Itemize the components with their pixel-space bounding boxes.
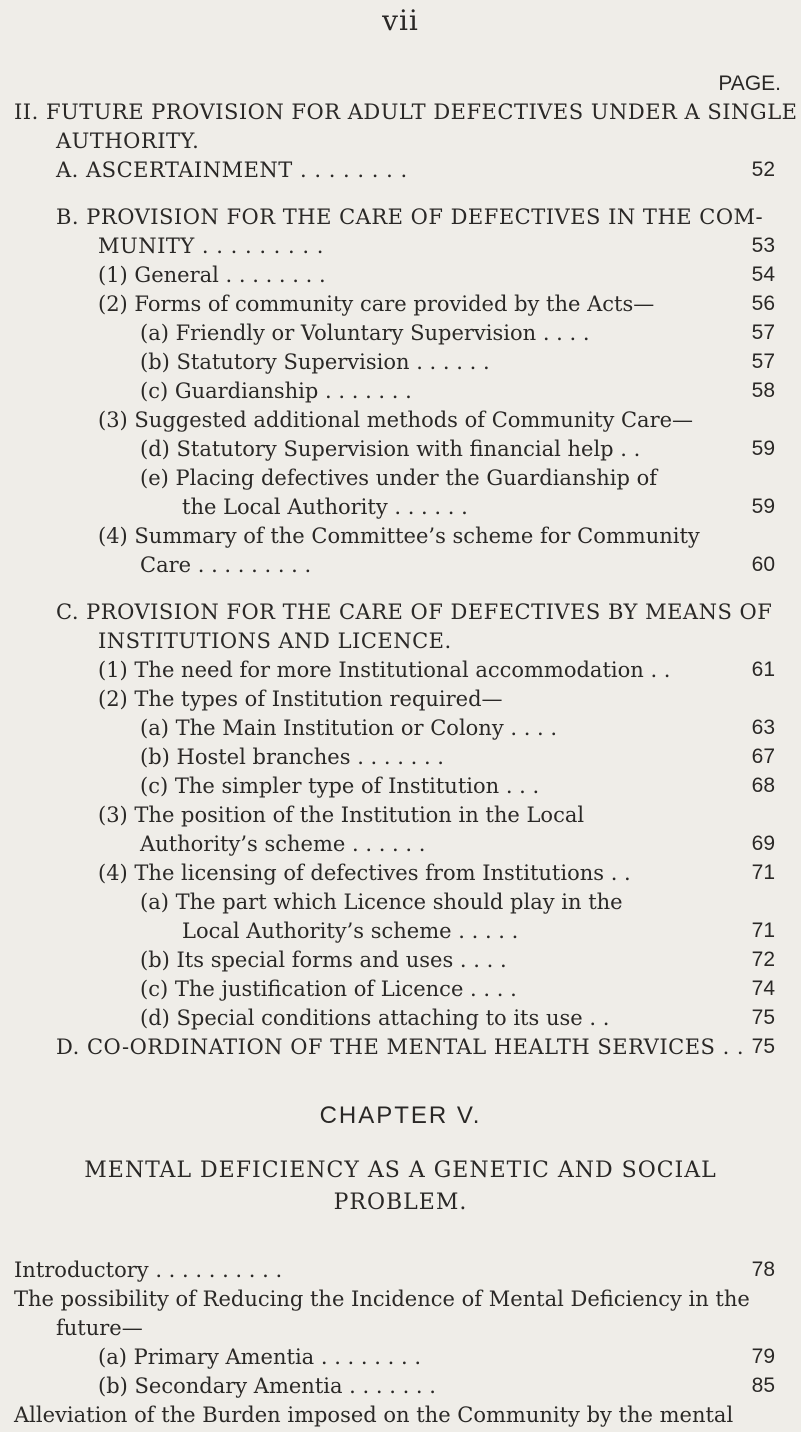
toc-entry-page: 71 [751,861,775,884]
toc-entry-title: (3) Suggested additional methods of Community Care— [98,408,694,432]
toc-entry-title: Local Authority’s scheme . . . . . [182,919,519,943]
toc-entry [0,1033,801,1061]
toc-entry [0,1256,801,1284]
toc-entry [0,127,801,155]
toc-entry [0,598,801,626]
toc-entry [0,156,801,184]
toc-entry-page: 59 [751,437,775,460]
toc-entry-title: (e) Placing defectives under the Guardianship of [140,466,658,490]
chapter-heading-line: PROBLEM. [333,1190,468,1215]
toc-entry-title: (3) The position of the Institution in the Local [98,803,585,827]
toc-entry-title: (d) Special conditions attaching to its use . . [140,1006,610,1030]
toc-entry-page: 68 [751,774,775,797]
toc-entry-title: A. ASCERTAINMENT . . . . . . . . [56,158,408,182]
toc-entry-title: the Local Authority . . . . . . [182,495,468,519]
toc-entry-page: 72 [751,948,775,971]
toc-entry-title: II. FUTURE PROVISION FOR ADULT DEFECTIVES UNDER A SINGLE [14,100,798,124]
toc-entry-title: (a) The part which Licence should play in the [140,890,623,914]
toc-entry-title: (b) Its special forms and uses . . . . [140,948,507,972]
page-column-label: PAGE. [718,72,781,95]
toc-entry [0,627,801,655]
toc-entry-title: (c) Guardianship . . . . . . . [140,379,412,403]
toc-entry-page: 52 [751,158,775,181]
toc-entry-title: B. PROVISION FOR THE CARE OF DEFECTIVES IN THE COM- [56,205,764,229]
toc-entry-page: 79 [751,1345,775,1368]
toc-entry-page: 53 [751,234,775,257]
toc-entry-page: 74 [751,977,775,1000]
toc-entry-page: 71 [751,919,775,942]
toc-entry-page: 57 [751,321,775,344]
toc-entry [0,656,801,684]
toc-entry-title: (b) Secondary Amentia . . . . . . . [98,1374,436,1398]
toc-entry [0,551,801,579]
toc-entry-title: (c) The simpler type of Institution . . . [140,774,540,798]
toc-entry-title: INSTITUTIONS AND LICENCE. [98,629,452,653]
toc-entry [0,348,801,376]
toc-entry [0,1004,801,1032]
toc-entry [0,435,801,463]
toc-entry [0,493,801,521]
toc-entry-title: (4) Summary of the Committee’s scheme for Community [98,524,700,548]
toc-entry [0,1314,801,1342]
toc-entry-page: 63 [751,716,775,739]
toc-entry [0,1372,801,1400]
toc-entry [0,975,801,1003]
chapter-heading-line: MENTAL DEFICIENCY AS A GENETIC AND SOCIAL [84,1158,717,1183]
toc-entry-page: 85 [751,1374,775,1397]
toc-entry-title: (1) General . . . . . . . . [98,263,326,287]
toc-entry [0,232,801,260]
toc-entry [0,772,801,800]
toc-entry [0,406,801,434]
toc-entry-page: 58 [751,379,775,402]
page-numeral: vii [382,4,419,37]
toc-entry [0,801,801,829]
toc-entry-page: 60 [751,553,775,576]
toc-entry-title: Introductory . . . . . . . . . . [14,1258,283,1282]
toc-entry [0,290,801,318]
toc-entry-page: 78 [751,1258,775,1281]
toc-entry [0,917,801,945]
toc-entry-page: 59 [751,495,775,518]
toc-entry-title: future— [56,1316,143,1340]
toc-entry-title: (a) Friendly or Voluntary Supervision . . . . [140,321,590,345]
toc-entry [0,464,801,492]
toc-entry-title: AUTHORITY. [56,129,200,153]
toc-entry [0,522,801,550]
toc-entry-title: (d) Statutory Supervision with financial help . . [140,437,641,461]
toc-entry [0,685,801,713]
toc-entry-page: 54 [751,263,775,286]
toc-entry-title: D. CO-ORDINATION OF THE MENTAL HEALTH SERVICES . . [56,1035,745,1059]
toc-entry-title: (2) Forms of community care provided by the Acts— [98,292,655,316]
toc-entry-page: 57 [751,350,775,373]
toc-entry-page: 67 [751,745,775,768]
toc-entry-title: (1) The need for more Institutional accommodation . . [98,658,671,682]
toc-entry-page: 56 [751,292,775,315]
toc-entry-title: Alleviation of the Burden imposed on the Community by the mental [14,1403,734,1427]
toc-entry [0,1343,801,1371]
toc-entry [0,319,801,347]
toc-entry [0,1285,801,1313]
toc-entry [0,859,801,887]
toc-entry-title: (b) Hostel branches . . . . . . . [140,745,444,769]
toc-entry-title: (2) The types of Institution required— [98,687,503,711]
toc-entry [0,743,801,771]
toc-entry [0,888,801,916]
toc-entry-title: MUNITY . . . . . . . . . [98,234,324,258]
toc-entry-title: (4) The licensing of defectives from Institutions . . [98,861,631,885]
toc-entry-title: Care . . . . . . . . . [140,553,312,577]
toc-entry-title: (c) The justification of Licence . . . . [140,977,517,1001]
chapter-title: CHAPTER V. [319,1102,482,1129]
toc-entry [0,377,801,405]
toc-entry [0,261,801,289]
toc-entry [0,714,801,742]
toc-entry-page: 61 [751,658,775,681]
toc-entry [0,830,801,858]
toc-entry-title: C. PROVISION FOR THE CARE OF DEFECTIVES BY MEANS OF [56,600,773,624]
toc-entry-title: The possibility of Reducing the Incidence of Mental Deficiency in the [14,1287,750,1311]
toc-entry-page: 75 [751,1035,775,1058]
toc-entry [0,98,801,126]
toc-entry-title: (b) Statutory Supervision . . . . . . [140,350,490,374]
toc-entry-page: 69 [751,832,775,855]
toc-entry [0,203,801,231]
toc-entry [0,1401,801,1429]
toc-entry [0,946,801,974]
toc-entry-title: (a) Primary Amentia . . . . . . . . [98,1345,421,1369]
toc-entry-title: Authority’s scheme . . . . . . [140,832,426,856]
toc-entry-title: (a) The Main Institution or Colony . . . . [140,716,558,740]
toc-entry-page: 75 [751,1006,775,1029]
